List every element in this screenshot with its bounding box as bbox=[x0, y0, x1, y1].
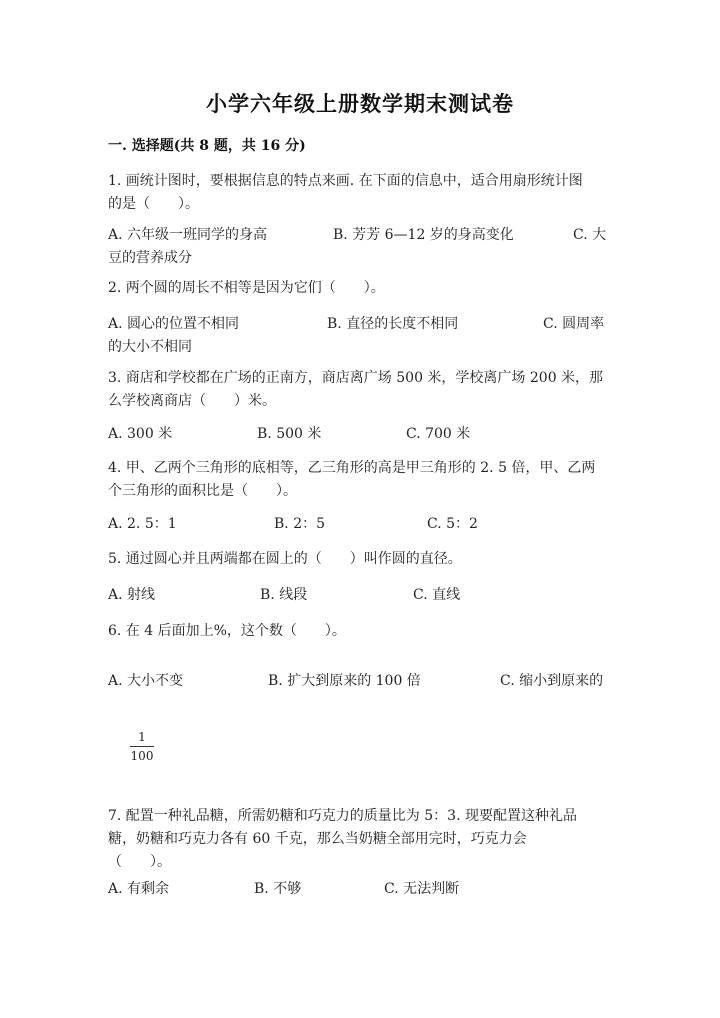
question-1-line-1: 1. 画统计图时，要根据信息的特点来画. 在下面的信息中，适合用扇形统计图 bbox=[108, 173, 583, 189]
question-2-option-b: B. 直径的长度不相同 bbox=[327, 316, 459, 332]
question-4-option-a: A. 2. 5：1 bbox=[108, 516, 177, 532]
question-1-option-c: C. 大 bbox=[573, 227, 607, 243]
question-7-option-b: B. 不够 bbox=[254, 881, 302, 897]
question-3-option-a: A. 300 米 bbox=[108, 426, 173, 442]
question-5-option-c: C. 直线 bbox=[413, 587, 461, 603]
question-7-line-1: 7. 配置一种礼品糖，所需奶糖和巧克力的质量比为 5：3. 现要配置这种礼品 bbox=[108, 808, 577, 824]
question-6-option-c: C. 缩小到原来的 bbox=[500, 673, 604, 689]
question-3-option-b: B. 500 米 bbox=[257, 426, 322, 442]
question-7-line-2: 糖，奶糖和巧克力各有 60 千克，那么当奶糖全部用完时，巧克力会 bbox=[108, 831, 527, 847]
question-7-option-c: C. 无法判断 bbox=[384, 881, 460, 897]
question-3-line-1: 3. 商店和学校都在广场的正南方，商店离广场 500 米，学校离广场 200 米，那 bbox=[108, 370, 604, 386]
question-2-option-c-wrap: 的大小不相同 bbox=[108, 339, 192, 355]
question-7-line-3: （ ）。 bbox=[108, 854, 171, 870]
question-4-line-1: 4. 甲、乙两个三角形的底相等，乙三角形的高是甲三角形的 2. 5 倍，甲、乙两 bbox=[108, 460, 596, 476]
question-1-option-b: B. 芳芳 6—12 岁的身高变化 bbox=[333, 227, 514, 243]
fraction-denominator: 100 bbox=[130, 749, 154, 763]
question-3-option-c: C. 700 米 bbox=[406, 426, 471, 442]
question-4-line-2: 个三角形的面积比是（ ）。 bbox=[108, 483, 297, 499]
question-6-option-a: A. 大小不变 bbox=[108, 673, 184, 689]
question-2-option-a: A. 圆心的位置不相同 bbox=[108, 316, 240, 332]
question-1-option-a: A. 六年级一班同学的身高 bbox=[108, 227, 268, 243]
question-5-option-a: A. 射线 bbox=[108, 587, 156, 603]
question-1-line-2: 的是（ ）。 bbox=[108, 196, 199, 212]
question-2-option-c: C. 圆周率 bbox=[543, 316, 605, 332]
question-2-line-1: 2. 两个圆的周长不相等是因为它们（ ）。 bbox=[108, 280, 385, 296]
question-5-line-1: 5. 通过圆心并且两端都在圆上的（ ）叫作圆的直径。 bbox=[108, 551, 462, 567]
section-heading: 一. 选择题(共 8 题，共 16 分) bbox=[108, 138, 306, 154]
question-4-option-b: B. 2：5 bbox=[274, 516, 326, 532]
question-6-line-1: 6. 在 4 后面加上%，这个数（ ）。 bbox=[108, 623, 346, 639]
question-7-option-a: A. 有剩余 bbox=[108, 881, 170, 897]
question-4-option-c: C. 5：2 bbox=[427, 516, 478, 532]
question-1-option-c-wrap: 豆的营养成分 bbox=[108, 250, 192, 266]
question-6-option-b: B. 扩大到原来的 100 倍 bbox=[268, 673, 421, 689]
question-3-line-2: 么学校离商店（ ）米。 bbox=[108, 393, 276, 409]
fraction-one-hundredth bbox=[128, 730, 156, 763]
fraction-bar bbox=[130, 746, 154, 747]
page-title: 小学六年级上册数学期末测试卷 bbox=[206, 91, 514, 116]
fraction-numerator: 1 bbox=[138, 730, 146, 744]
question-5-option-b: B. 线段 bbox=[260, 587, 308, 603]
